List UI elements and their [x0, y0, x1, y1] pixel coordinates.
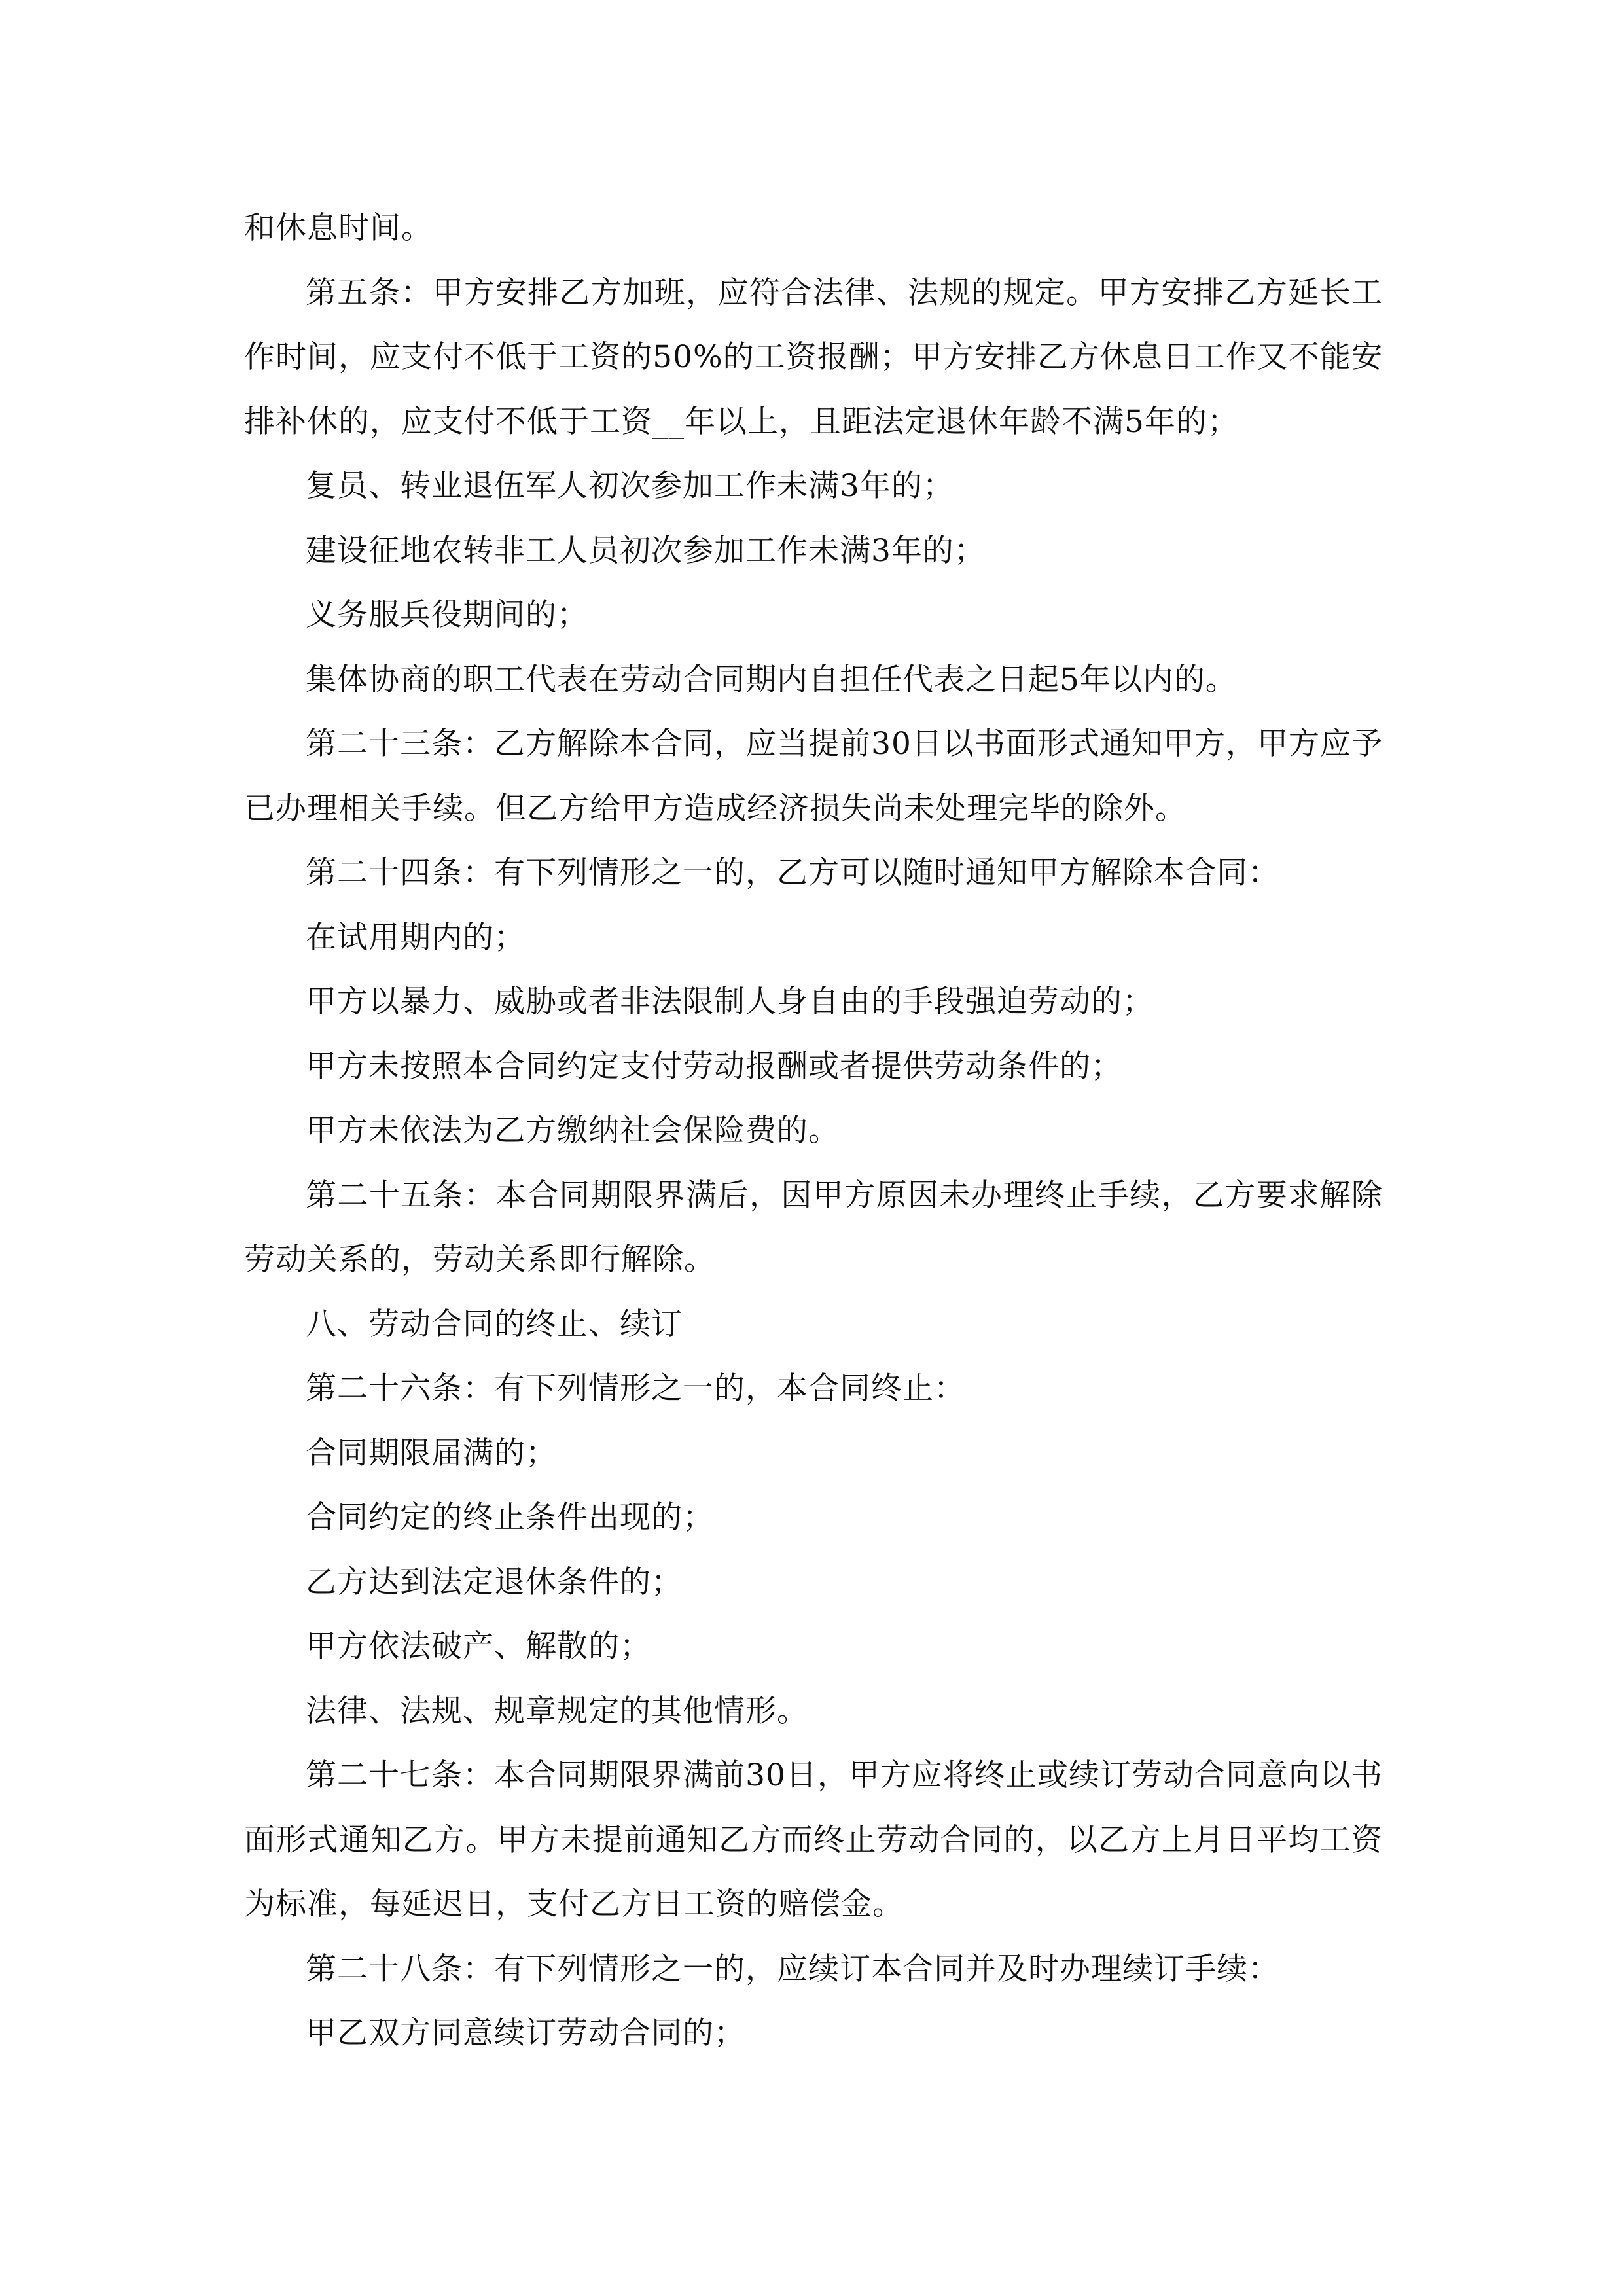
paragraph: 建设征地农转非工人员初次参加工作未满3年的；	[306, 532, 986, 569]
paragraph: 乙方达到法定退休条件的；	[306, 1564, 683, 1600]
paragraph: 合同约定的终止条件出现的；	[306, 1499, 714, 1535]
paragraph: 第二十五条：本合同期限界满后，因甲方原因未办理终止手续，乙方要求解除劳动关系的，劳动关系即行解除。	[244, 1177, 1383, 1278]
paragraph: 第二十八条：有下列情形之一的，应续订本合同并及时办理续订手续：	[306, 1950, 1279, 1987]
paragraph: 合同期限届满的；	[306, 1435, 557, 1471]
paragraph: 第二十四条：有下列情形之一的，乙方可以随时通知甲方解除本合同：	[306, 855, 1279, 891]
paragraph: 甲方未按照本合同约定支付劳动报酬或者提供劳动条件的；	[306, 1048, 1122, 1085]
paragraph: 第二十三条：乙方解除本合同，应当提前30日以书面形式通知甲方，甲方应予已办理相关手续。但乙方给甲方造成经济损失尚未处理完毕的除外。	[244, 726, 1383, 827]
paragraph: 甲方以暴力、威胁或者非法限制人身自由的手段强迫劳动的；	[306, 984, 1154, 1020]
paragraph: 甲乙双方同意续订劳动合同的；	[306, 2015, 745, 2051]
paragraph: 法律、法规、规章规定的其他情形。	[306, 1693, 808, 1729]
paragraph: 在试用期内的；	[306, 919, 526, 956]
paragraph: 和休息时间。	[244, 210, 433, 246]
section-heading: 八、劳动合同的终止、续订	[306, 1306, 683, 1342]
paragraph: 第二十六条：有下列情形之一的，本合同终止：	[306, 1371, 965, 1407]
paragraph: 甲方未依法为乙方缴纳社会保险费的。	[306, 1113, 840, 1149]
paragraph: 第五条：甲方安排乙方加班，应符合法律、法规的规定。甲方安排乙方延长工作时间，应支付不低于工资的50%的工资报酬；甲方安排乙方休息日工作又不能安排补休的，应支付不低于工资__年以上，且距法定退休年龄不满5年的；	[244, 274, 1383, 440]
paragraph: 义务服兵役期间的；	[306, 597, 588, 633]
paragraph: 集体协商的职工代表在劳动合同期内自担任代表之日起5年以内的。	[306, 661, 1237, 698]
paragraph: 复员、转业退伍军人初次参加工作未满3年的；	[306, 468, 954, 504]
paragraph: 甲方依法破产、解散的；	[306, 1628, 651, 1664]
paragraph: 第二十七条：本合同期限界满前30日，甲方应将终止或续订劳动合同意向以书面形式通知乙方。甲方未提前通知乙方而终止劳动合同的，以乙方上月日平均工资为标准，每延迟日，支付乙方日工资的赔偿金。	[244, 1757, 1383, 1922]
document-body	[244, 196, 1383, 2066]
